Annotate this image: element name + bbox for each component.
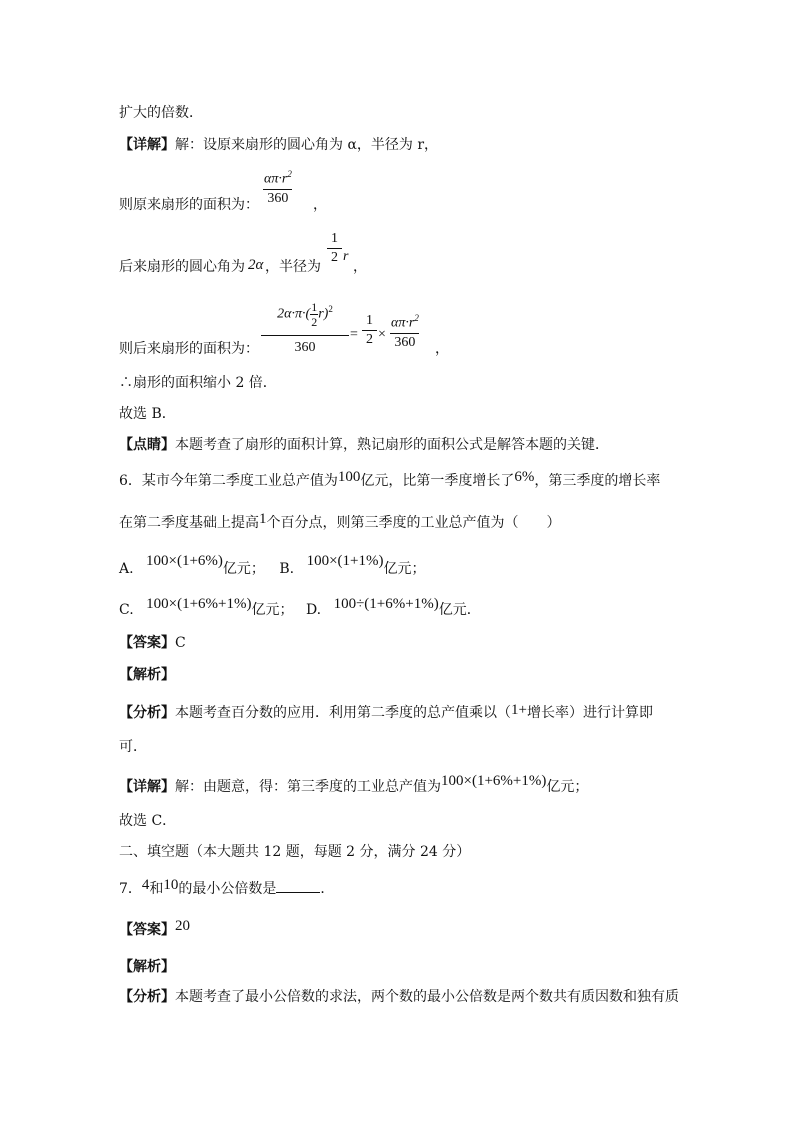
fraction-bar [261, 335, 349, 336]
answer-tag: 【答案】 [119, 635, 175, 651]
detail-line: 【详解】解：设原来扇形的圆心角为 α，半径为 r， [119, 137, 439, 153]
answer-value: C [175, 635, 186, 651]
orig-area-fraction: $\frac{\alpha\pi\cdot r^2}{360}$ [264, 169, 292, 206]
half-fraction: $\frac{1}{2}$ [327, 232, 342, 265]
q6-stem-line-2: 在第二季度基础上提高1个百分点，则第三季度的工业总产值为（ ） [119, 511, 561, 531]
therefore-line: ∴扇形的面积缩小 2 倍． [119, 375, 277, 391]
new-area-numerator: 2α·π·( $\frac{1}{2}$ r)$^2$ [277, 299, 333, 329]
option-d-expr: 100÷(1+6%+1%) [333, 596, 439, 612]
q7-answer-line [119, 918, 190, 939]
q6-options-cd: C. 100×(1+6%+1%)亿元； D. 100÷(1+6%+1%)亿元． [119, 596, 481, 618]
fenxi-tag-q7: 【分析】 [119, 989, 175, 1005]
q7-fenxi-line: 【分析】本题考查了最小公倍数的求法，两个数的最小公倍数是两个数共有质因数和独有质 [119, 989, 679, 1005]
analysis-tag-q7: 【解析】 [119, 959, 175, 975]
option-c-expr: 100×(1+6%+1%) [146, 596, 252, 612]
fenxi-tag: 【分析】 [119, 705, 175, 721]
answer-value-q7: 20 [175, 918, 190, 934]
q6-detail-line: 【详解】解：由题意，得：第三季度的工业总产值为100×(1+6%+1%)亿元； [119, 773, 589, 795]
q7-stem-line: 7．4和10的最小公倍数是 ． [119, 877, 335, 897]
section-heading: 二、填空题（本大题共 12 题，每题 2 分，满分 24 分） [119, 844, 471, 860]
q6-stem-line-1: 6．某市今年第二季度工业总产值为100亿元，比第一季度增长了6%，第三季度的增长率 [119, 469, 661, 489]
analysis-tag: 【解析】 [119, 667, 175, 683]
q6-fenxi-line-2: 可． [119, 739, 147, 755]
new-angle-line: 后来扇形的圆心角为 2α ，半径为 $\frac{1}{2}$ r ， [119, 231, 367, 275]
option-b-label: B. [279, 561, 295, 577]
answer-tag-q7: 【答案】 [119, 922, 175, 938]
q6-analysis-line [119, 666, 175, 684]
q6-options-ab: A. 100×(1+6%)亿元； B. 100×(1+1%)亿元； [119, 553, 426, 577]
answer-blank [276, 880, 320, 893]
q6-choose-line: 故选 C． [119, 813, 177, 829]
option-d-label: D. [305, 602, 322, 618]
comment-tag: 【点睛】 [119, 437, 175, 453]
q6-answer-line [119, 634, 186, 652]
option-a-label: A. [119, 561, 134, 577]
half-fraction-2: $\frac{1}{2}$ [362, 314, 377, 347]
q6-fenxi-line: 【分析】本题考查百分数的应用．利用第二季度的总产值乘以（1+增长率）进行计算即 [119, 702, 653, 721]
q7-analysis-line [119, 958, 175, 976]
text-line: 扩大的倍数． [119, 105, 203, 121]
option-a-expr: 100×(1+6%) [146, 553, 223, 569]
new-area-line: 则后来扇形的面积为： 2α·π·( $\frac{1}{2}$ r)$^2$ 360 = $\frac{1}{2}$ × $\frac{\alpha\pi\cdot r^2}{360}$ ， [119, 299, 449, 357]
option-c-label: C. [119, 602, 134, 618]
detail-tag: 【详解】 [119, 137, 175, 153]
choose-line: 故选 B． [119, 406, 176, 422]
detail-tag-q6: 【详解】 [119, 779, 175, 795]
area-fraction-2: $\frac{\alpha\pi\cdot r^2}{360}$ [391, 313, 419, 350]
comment-line: 【点睛】本题考查了扇形的面积计算，熟记扇形的面积公式是解答本题的关键． [119, 437, 609, 453]
orig-area-line: 则原来扇形的面积为： $\frac{\alpha\pi\cdot r^2}{360}$ ， [119, 169, 327, 213]
option-b-expr: 100×(1+1%) [306, 553, 384, 569]
